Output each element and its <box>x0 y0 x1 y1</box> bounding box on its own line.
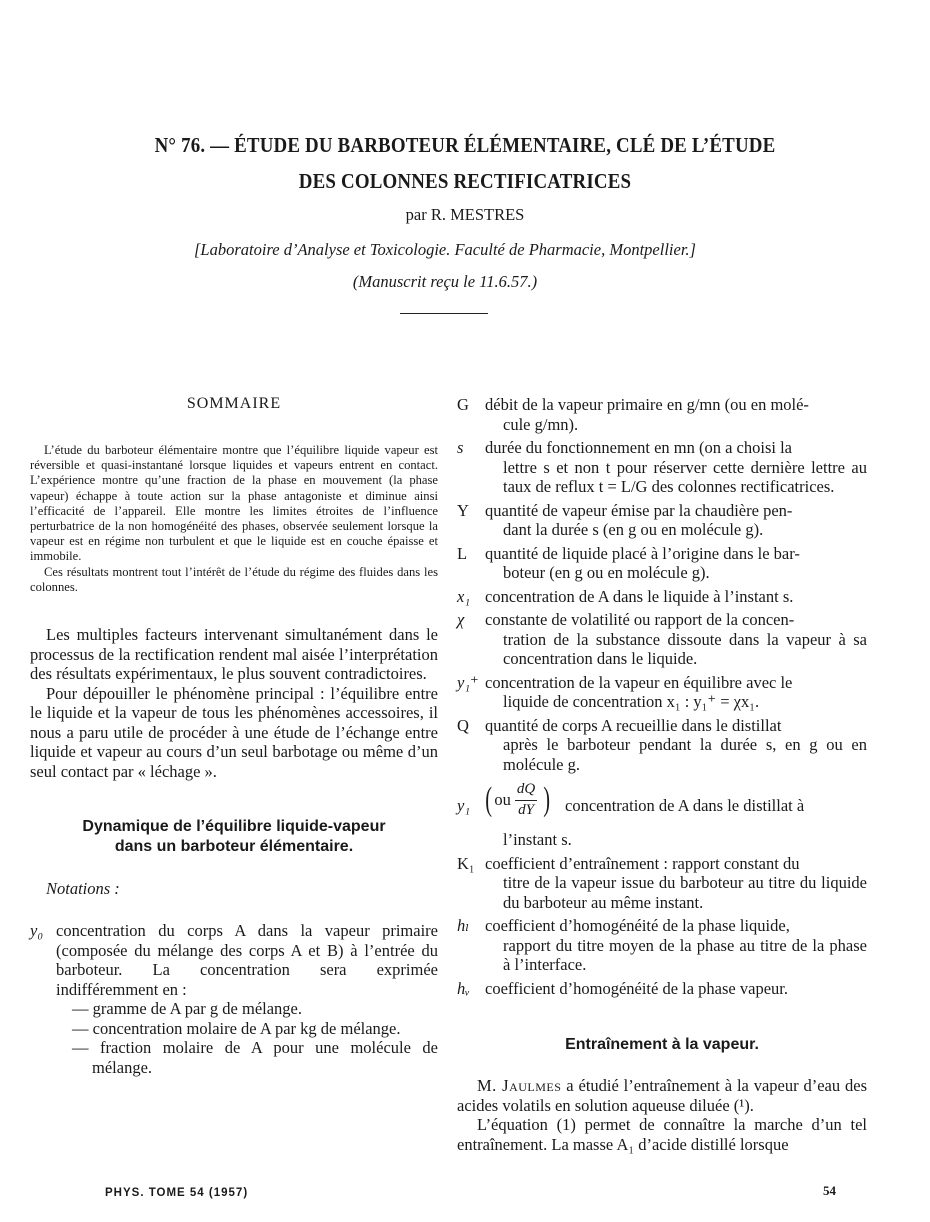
introduction <box>30 625 438 781</box>
notation-text: quantité de corps A recueillie dans le distillat <box>485 715 782 735</box>
section-heading-line-2: dans un barboteur élémentaire. <box>114 838 354 856</box>
journal-footer: PHYS. TOME 54 (1957) <box>105 1187 249 1199</box>
notation-text: coefficient d’homogénéité de la phase liquide, <box>485 916 790 935</box>
article-title-line-2: DES COLONNES RECTIFICATRICES <box>298 169 632 193</box>
author-name-jaulmes: M. Jaulmes <box>477 1076 562 1095</box>
notation-text: coefficient d’entraînement : rapport constant du <box>485 853 800 873</box>
notation-hl <box>457 916 867 975</box>
sommaire-abstract <box>30 443 438 595</box>
dash-item-1: — gramme de A par g de mélange. <box>72 999 303 1019</box>
notation-symbol: K₁ <box>457 853 475 873</box>
notation-y1-plus <box>457 673 867 712</box>
dash-item-2: — concentration molaire de A par kg de mélange. <box>72 1018 401 1038</box>
notation-symbol: L <box>457 543 468 563</box>
notation-L <box>457 544 867 583</box>
paragraph-text: a étudié l’entraînement à la vapeur d’eau des acides volatils en solution aqueuse diluée (¹). <box>457 1076 867 1115</box>
section-heading-dynamique <box>30 817 438 857</box>
page-number: 54 <box>823 1183 836 1198</box>
notation-symbol: y₁⁺ <box>457 672 479 692</box>
notation-symbol: hₗ <box>457 916 470 935</box>
notation-text-cont: boteur (en g ou en molécule g). <box>503 563 710 582</box>
title-rule <box>400 313 488 314</box>
notation-text-cont: tration de la substance dissoute dans la vapeur à sa concentration dans le liquide. <box>503 629 867 668</box>
intro-paragraph-1: Les multiples facteurs intervenant simultanément dans le processus de la rectification rendent mal aisée l’interprétation des résultats expérimentaux, le plus souvent contradictoires. <box>30 625 438 684</box>
entrainement-paragraph-2: L’équation (1) permet de connaître la marche d’un tel entraînement. La masse A₁ d’acide distillé lorsque <box>457 1115 867 1154</box>
notation-symbol: x₁ <box>457 586 471 606</box>
entrainement-body <box>457 1076 867 1154</box>
entrainement-paragraph-1 <box>457 1076 867 1115</box>
section-heading-entrainement: Entraînement à la vapeur. <box>565 1036 759 1053</box>
notation-text: concentration de A dans le distillat à <box>565 796 805 815</box>
notation-symbol: y₁ <box>457 796 471 815</box>
notation-text-cont: rapport du titre moyen de la phase au titre de la phase à l’interface. <box>503 935 867 974</box>
notation-text-cont: titre de la vapeur issue du barboteur au titre du liquide du barboteur au même instant. <box>503 873 867 912</box>
ou-label: ou <box>494 790 511 810</box>
fraction-dQ-dY <box>515 780 537 820</box>
notation-text: concentration du corps A dans la vapeur primaire (composée du mélange des corps A et B) à l’entrée du barboteur. La concentration sera exprimée indifféremment en : <box>56 921 438 999</box>
notation-text: durée du fonctionnement en mn (on a choisi la <box>485 438 792 457</box>
intro-paragraph-2: Pour dépouiller le phénomène principal : l’équilibre entre le liquide et la vapeur de tous les phénomènes accessoires, il nous a paru utile de procéder à une étude de l’échange entre liquide et vapeur au cours d’un seul barbotage ou même d’un seul contact par « léchage ». <box>30 683 438 781</box>
notation-symbol: Q <box>457 715 469 735</box>
notation-text: coefficient d’homogénéité de la phase vapeur. <box>485 978 788 998</box>
notation-Q <box>457 716 867 775</box>
notation-text-cont: liquide de concentration x₁ : y₁⁺ = χx₁. <box>503 692 760 711</box>
notation-text: constante de volatilité ou rapport de la concen- <box>485 610 795 629</box>
notation-y0 <box>30 921 438 1077</box>
notation-symbol: hᵥ <box>457 978 470 998</box>
notation-G <box>457 395 867 434</box>
notation-text: concentration de A dans le liquide à l’instant s. <box>485 586 794 606</box>
section-heading-line-1: Dynamique de l’équilibre liquide-vapeur <box>82 818 386 836</box>
notation-text: débit de la vapeur primaire en g/mn (ou en molé- <box>485 395 809 414</box>
notation-text-cont: l’instant s. <box>503 830 572 849</box>
dash-item-3: — fraction molaire de A pour une molécule de mélange. <box>72 1038 438 1077</box>
notation-text: concentration de la vapeur en équilibre avec le <box>485 672 793 692</box>
notation-chi <box>457 610 867 669</box>
notation-hv <box>457 979 867 999</box>
notation-K1 <box>457 854 867 913</box>
right-paren: ) <box>543 781 551 818</box>
article-title-line-1: N° 76. — ÉTUDE DU BARBOTEUR ÉLÉMENTAIRE, CLÉ DE L’ÉTUDE <box>154 133 776 157</box>
notation-symbol: χ <box>457 610 465 629</box>
fraction-denominator: dY <box>518 801 534 818</box>
notation-text: quantité de liquide placé à l’origine dans le bar- <box>485 543 800 563</box>
notation-y1 <box>457 780 867 834</box>
notation-x1 <box>457 587 867 607</box>
sommaire-paragraph-2: Ces résultats montrent tout l’intérêt de l’étude du régime des fluides dans les colonnes. <box>30 564 438 594</box>
notation-list-right <box>457 395 867 998</box>
notation-symbol: y₀ <box>30 921 44 941</box>
notation-list-left <box>30 921 438 1077</box>
notation-dash-list <box>56 999 438 1077</box>
manuscript-date: (Manuscrit reçu le 11.6.57.) <box>352 272 538 291</box>
author-byline: par R. MESTRES <box>405 205 525 224</box>
notation-symbol: Y <box>457 500 469 520</box>
sommaire-heading: SOMMAIRE <box>186 395 282 412</box>
notations-label: Notations : <box>46 879 120 899</box>
left-paren: ( <box>485 781 493 818</box>
notation-text-cont: lettre s et non t pour réserver cette dernière lettre au taux de reflux t = L/G des colonnes rectificatrices. <box>503 457 867 496</box>
affiliation: [Laboratoire d’Analyse et Toxicologie. Faculté de Pharmacie, Montpellier.] <box>194 240 696 259</box>
notation-s <box>457 438 867 497</box>
derivative-expression <box>483 780 553 820</box>
notation-text: quantité de vapeur émise par la chaudière pen- <box>485 500 793 520</box>
notation-symbol: s <box>457 438 464 457</box>
notation-Y <box>457 501 867 540</box>
notation-symbol: G <box>457 395 469 414</box>
notation-text-cont: après le barboteur pendant la durée s, en g ou en molécule g. <box>503 735 867 774</box>
fraction-numerator: dQ <box>515 780 537 801</box>
notation-text-cont: cule g/mn). <box>503 414 579 434</box>
right-column <box>457 395 867 1154</box>
notation-text-cont: dant la durée s (en g ou en molécule g). <box>503 520 764 539</box>
sommaire-paragraph-1: L’étude du barboteur élémentaire montre que l’équilibre liquide vapeur est réversible et quasi-instantané lorsque liquides et vapeurs entrent en contact. L’expérience montre qu’une fraction de la phase en mouvement (la phase vapeur) échappe à toute action sur la phase antagoniste et diminue ainsi l’efficacité de l’appareil. Elle montre les limites étroites de l’influence perturbatrice de la non homogénéité des phases, observée seulement lorsque la vapeur est en régime non turbulent et que le liquide est en couche épaisse et immobile. <box>30 443 438 564</box>
left-column <box>30 395 438 1081</box>
